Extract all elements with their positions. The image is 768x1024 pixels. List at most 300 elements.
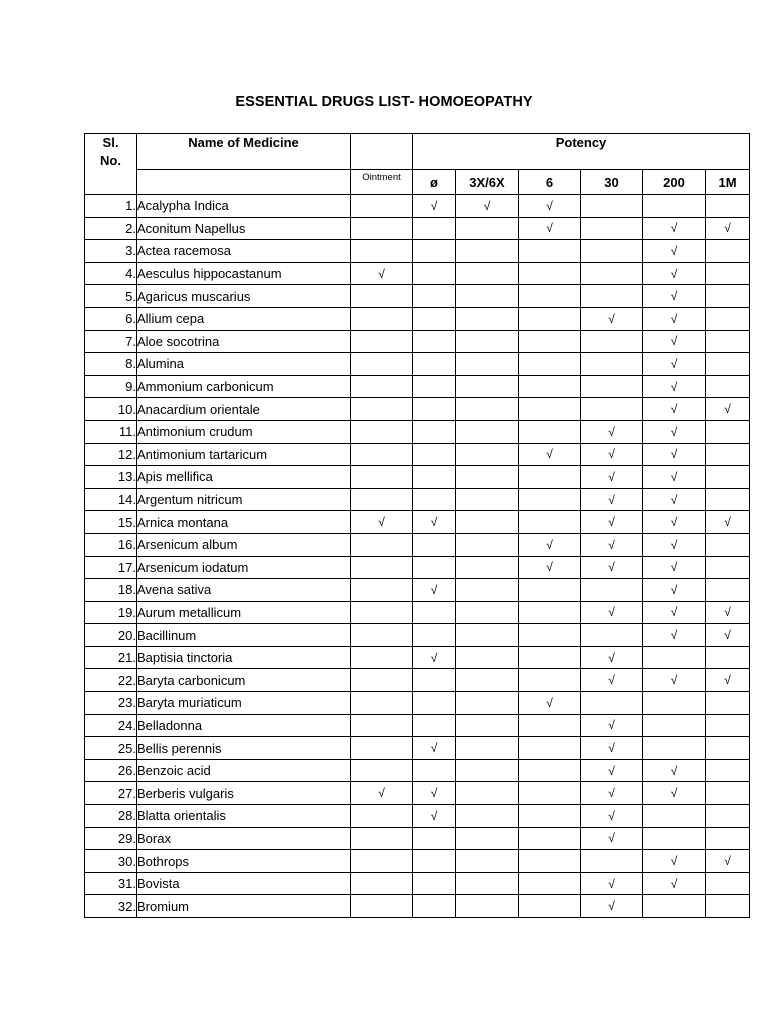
check-cell-30	[581, 285, 643, 308]
medicine-name: Avena sativa	[137, 579, 351, 602]
check-cell-ointment	[351, 624, 413, 647]
check-cell-mother-tincture: √	[413, 737, 456, 760]
check-cell-1m: √	[706, 601, 750, 624]
check-cell-1m	[706, 307, 750, 330]
serial-number: 24.	[85, 714, 137, 737]
check-cell-ointment	[351, 285, 413, 308]
check-cell-3x6x	[456, 669, 519, 692]
check-cell-30: √	[581, 759, 643, 782]
check-cell-30: √	[581, 420, 643, 443]
check-cell-30: √	[581, 714, 643, 737]
check-cell-mother-tincture	[413, 466, 456, 489]
ointment-header: Ointment	[351, 170, 413, 195]
check-cell-6	[519, 240, 581, 263]
check-cell-mother-tincture	[413, 262, 456, 285]
table-row	[85, 217, 750, 240]
check-cell-200: √	[643, 443, 706, 466]
check-cell-6: √	[519, 556, 581, 579]
check-cell-ointment	[351, 240, 413, 263]
check-cell-ointment	[351, 466, 413, 489]
check-cell-200: √	[643, 782, 706, 805]
check-cell-1m: √	[706, 398, 750, 421]
serial-number: 9.	[85, 375, 137, 398]
check-cell-200: √	[643, 850, 706, 873]
check-cell-ointment	[351, 714, 413, 737]
check-cell-ointment	[351, 692, 413, 715]
check-cell-3x6x	[456, 217, 519, 240]
check-cell-ointment	[351, 353, 413, 376]
check-cell-ointment	[351, 398, 413, 421]
check-cell-1m	[706, 895, 750, 918]
check-cell-30: √	[581, 646, 643, 669]
medicine-name: Benzoic acid	[137, 759, 351, 782]
check-cell-mother-tincture	[413, 375, 456, 398]
check-cell-3x6x	[456, 624, 519, 647]
check-cell-3x6x	[456, 872, 519, 895]
check-cell-ointment	[351, 850, 413, 873]
check-cell-3x6x	[456, 488, 519, 511]
table-row	[85, 692, 750, 715]
check-cell-30	[581, 375, 643, 398]
check-cell-3x6x	[456, 511, 519, 534]
potency-1m-header: 1M	[706, 170, 750, 195]
check-cell-mother-tincture: √	[413, 579, 456, 602]
table-row	[85, 420, 750, 443]
check-cell-6	[519, 488, 581, 511]
check-cell-30	[581, 240, 643, 263]
medicine-name: Ammonium carbonicum	[137, 375, 351, 398]
check-cell-mother-tincture	[413, 398, 456, 421]
check-cell-30	[581, 579, 643, 602]
check-cell-6	[519, 805, 581, 828]
check-cell-6	[519, 669, 581, 692]
check-cell-6	[519, 398, 581, 421]
check-cell-200	[643, 692, 706, 715]
check-cell-30: √	[581, 872, 643, 895]
check-cell-ointment	[351, 872, 413, 895]
check-cell-6	[519, 737, 581, 760]
medicine-name: Baryta carbonicum	[137, 669, 351, 692]
check-cell-30: √	[581, 466, 643, 489]
check-cell-1m	[706, 443, 750, 466]
check-cell-mother-tincture	[413, 285, 456, 308]
check-cell-200: √	[643, 353, 706, 376]
check-cell-3x6x	[456, 443, 519, 466]
check-cell-1m	[706, 759, 750, 782]
medicine-name: Allium cepa	[137, 307, 351, 330]
table-row	[85, 850, 750, 873]
check-cell-1m	[706, 646, 750, 669]
check-cell-200	[643, 895, 706, 918]
check-cell-1m	[706, 692, 750, 715]
medicine-name: Aurum metallicum	[137, 601, 351, 624]
sl-no-header-line1: Sl.	[102, 135, 119, 150]
check-cell-200: √	[643, 420, 706, 443]
check-cell-3x6x	[456, 330, 519, 353]
serial-number: 31.	[85, 872, 137, 895]
check-cell-3x6x	[456, 646, 519, 669]
check-cell-30: √	[581, 443, 643, 466]
table-row	[85, 624, 750, 647]
medicine-name: Bovista	[137, 872, 351, 895]
serial-number: 20.	[85, 624, 137, 647]
check-cell-ointment: √	[351, 782, 413, 805]
medicine-name: Antimonium tartaricum	[137, 443, 351, 466]
medicine-name: Actea racemosa	[137, 240, 351, 263]
check-cell-ointment	[351, 330, 413, 353]
check-cell-200: √	[643, 307, 706, 330]
check-cell-ointment: √	[351, 511, 413, 534]
check-cell-3x6x	[456, 782, 519, 805]
check-cell-mother-tincture	[413, 850, 456, 873]
check-cell-mother-tincture	[413, 330, 456, 353]
check-cell-mother-tincture: √	[413, 782, 456, 805]
check-cell-1m	[706, 805, 750, 828]
check-cell-ointment	[351, 669, 413, 692]
table-row	[85, 646, 750, 669]
table-row	[85, 262, 750, 285]
check-cell-1m: √	[706, 624, 750, 647]
check-cell-6	[519, 285, 581, 308]
serial-number: 11.	[85, 420, 137, 443]
check-cell-mother-tincture	[413, 624, 456, 647]
check-cell-ointment	[351, 195, 413, 218]
medicine-name: Aloe socotrina	[137, 330, 351, 353]
check-cell-3x6x	[456, 895, 519, 918]
serial-number: 1.	[85, 195, 137, 218]
medicine-name: Acalypha Indica	[137, 195, 351, 218]
check-cell-30: √	[581, 533, 643, 556]
table-row	[85, 556, 750, 579]
serial-number: 27.	[85, 782, 137, 805]
check-cell-1m	[706, 375, 750, 398]
serial-number: 5.	[85, 285, 137, 308]
check-cell-6	[519, 420, 581, 443]
check-cell-6	[519, 511, 581, 534]
check-cell-200: √	[643, 240, 706, 263]
check-cell-6	[519, 307, 581, 330]
check-cell-ointment	[351, 737, 413, 760]
check-cell-3x6x	[456, 827, 519, 850]
medicine-name: Blatta orientalis	[137, 805, 351, 828]
medicine-name: Bacillinum	[137, 624, 351, 647]
check-cell-ointment	[351, 217, 413, 240]
check-cell-30: √	[581, 601, 643, 624]
check-cell-200: √	[643, 488, 706, 511]
medicine-name: Apis mellifica	[137, 466, 351, 489]
check-cell-mother-tincture	[413, 307, 456, 330]
check-cell-mother-tincture	[413, 420, 456, 443]
check-cell-1m	[706, 872, 750, 895]
check-cell-3x6x	[456, 353, 519, 376]
serial-number: 30.	[85, 850, 137, 873]
check-cell-1m: √	[706, 669, 750, 692]
check-cell-200: √	[643, 262, 706, 285]
check-cell-1m	[706, 827, 750, 850]
potency-header: Potency	[413, 134, 750, 170]
check-cell-3x6x	[456, 533, 519, 556]
check-cell-200: √	[643, 872, 706, 895]
check-cell-ointment	[351, 307, 413, 330]
check-cell-3x6x	[456, 420, 519, 443]
check-cell-6	[519, 353, 581, 376]
table-row	[85, 307, 750, 330]
check-cell-6	[519, 895, 581, 918]
check-cell-30: √	[581, 782, 643, 805]
check-cell-200: √	[643, 601, 706, 624]
check-cell-1m	[706, 714, 750, 737]
check-cell-6	[519, 375, 581, 398]
check-cell-6	[519, 827, 581, 850]
table-row	[85, 579, 750, 602]
check-cell-mother-tincture	[413, 827, 456, 850]
medicine-name: Argentum nitricum	[137, 488, 351, 511]
table-row	[85, 895, 750, 918]
table-row	[85, 737, 750, 760]
check-cell-30	[581, 262, 643, 285]
check-cell-30	[581, 692, 643, 715]
check-cell-mother-tincture: √	[413, 511, 456, 534]
table-row	[85, 511, 750, 534]
serial-number: 32.	[85, 895, 137, 918]
check-cell-30: √	[581, 669, 643, 692]
table-row	[85, 872, 750, 895]
check-cell-3x6x	[456, 759, 519, 782]
check-cell-1m	[706, 579, 750, 602]
serial-number: 15.	[85, 511, 137, 534]
check-cell-1m	[706, 285, 750, 308]
check-cell-30: √	[581, 556, 643, 579]
check-cell-6	[519, 579, 581, 602]
check-cell-200: √	[643, 511, 706, 534]
medicine-name: Borax	[137, 827, 351, 850]
check-cell-mother-tincture: √	[413, 195, 456, 218]
check-cell-200: √	[643, 556, 706, 579]
check-cell-ointment	[351, 420, 413, 443]
check-cell-mother-tincture	[413, 533, 456, 556]
serial-number: 13.	[85, 466, 137, 489]
check-cell-3x6x	[456, 737, 519, 760]
ointment-header-blank	[351, 134, 413, 170]
check-cell-6: √	[519, 533, 581, 556]
check-cell-6	[519, 782, 581, 805]
check-cell-30	[581, 217, 643, 240]
header-row-sub	[85, 170, 750, 195]
check-cell-200: √	[643, 624, 706, 647]
check-cell-3x6x	[456, 285, 519, 308]
serial-number: 6.	[85, 307, 137, 330]
check-cell-ointment	[351, 488, 413, 511]
check-cell-ointment	[351, 601, 413, 624]
check-cell-ointment	[351, 579, 413, 602]
medicine-name: Baryta muriaticum	[137, 692, 351, 715]
check-cell-1m: √	[706, 217, 750, 240]
serial-number: 16.	[85, 533, 137, 556]
check-cell-3x6x	[456, 398, 519, 421]
table-row	[85, 601, 750, 624]
check-cell-1m	[706, 466, 750, 489]
serial-number: 21.	[85, 646, 137, 669]
potency-200-header: 200	[643, 170, 706, 195]
check-cell-ointment	[351, 533, 413, 556]
serial-number: 10.	[85, 398, 137, 421]
name-subheader-blank	[137, 170, 351, 195]
check-cell-30	[581, 398, 643, 421]
medicine-name: Bellis perennis	[137, 737, 351, 760]
check-cell-30: √	[581, 511, 643, 534]
potency-30-header: 30	[581, 170, 643, 195]
check-cell-200: √	[643, 533, 706, 556]
check-cell-3x6x: √	[456, 195, 519, 218]
check-cell-6	[519, 714, 581, 737]
check-cell-1m	[706, 420, 750, 443]
check-cell-mother-tincture	[413, 353, 456, 376]
check-cell-mother-tincture	[413, 714, 456, 737]
table-row	[85, 782, 750, 805]
check-cell-200	[643, 827, 706, 850]
check-cell-3x6x	[456, 240, 519, 263]
table-row	[85, 488, 750, 511]
check-cell-ointment: √	[351, 262, 413, 285]
check-cell-30: √	[581, 737, 643, 760]
check-cell-200	[643, 646, 706, 669]
medicine-name: Arsenicum album	[137, 533, 351, 556]
check-cell-6	[519, 262, 581, 285]
check-cell-200: √	[643, 579, 706, 602]
serial-number: 18.	[85, 579, 137, 602]
check-cell-mother-tincture	[413, 895, 456, 918]
potency-mother-tincture-header: ø	[413, 170, 456, 195]
medicine-name: Baptisia tinctoria	[137, 646, 351, 669]
serial-number: 23.	[85, 692, 137, 715]
table-row	[85, 330, 750, 353]
check-cell-mother-tincture	[413, 240, 456, 263]
check-cell-3x6x	[456, 466, 519, 489]
check-cell-3x6x	[456, 805, 519, 828]
serial-number: 2.	[85, 217, 137, 240]
check-cell-6: √	[519, 443, 581, 466]
check-cell-6	[519, 330, 581, 353]
check-cell-ointment	[351, 827, 413, 850]
check-cell-1m: √	[706, 511, 750, 534]
check-cell-200: √	[643, 466, 706, 489]
check-cell-30: √	[581, 827, 643, 850]
check-cell-mother-tincture	[413, 217, 456, 240]
sl-no-header	[85, 134, 137, 195]
check-cell-30	[581, 850, 643, 873]
serial-number: 25.	[85, 737, 137, 760]
check-cell-1m	[706, 782, 750, 805]
check-cell-200: √	[643, 217, 706, 240]
page-title: ESSENTIAL DRUGS LIST- HOMOEOPATHY	[235, 94, 533, 110]
potency-6-header: 6	[519, 170, 581, 195]
check-cell-mother-tincture: √	[413, 646, 456, 669]
medicine-name: Bothrops	[137, 850, 351, 873]
serial-number: 26.	[85, 759, 137, 782]
table-row	[85, 759, 750, 782]
medicine-name-header: Name of Medicine	[137, 134, 351, 170]
check-cell-6: √	[519, 692, 581, 715]
medicine-name: Agaricus muscarius	[137, 285, 351, 308]
check-cell-3x6x	[456, 692, 519, 715]
check-cell-6: √	[519, 217, 581, 240]
table-row	[85, 375, 750, 398]
serial-number: 3.	[85, 240, 137, 263]
check-cell-1m	[706, 488, 750, 511]
drugs-table	[84, 133, 750, 918]
check-cell-1m	[706, 330, 750, 353]
check-cell-ointment	[351, 556, 413, 579]
check-cell-30	[581, 353, 643, 376]
medicine-name: Arnica montana	[137, 511, 351, 534]
check-cell-30	[581, 330, 643, 353]
check-cell-1m	[706, 556, 750, 579]
check-cell-30	[581, 195, 643, 218]
check-cell-ointment	[351, 895, 413, 918]
check-cell-mother-tincture	[413, 488, 456, 511]
check-cell-ointment	[351, 759, 413, 782]
check-cell-30: √	[581, 488, 643, 511]
check-cell-30: √	[581, 895, 643, 918]
table-row	[85, 827, 750, 850]
check-cell-200	[643, 714, 706, 737]
check-cell-200	[643, 737, 706, 760]
check-cell-3x6x	[456, 262, 519, 285]
check-cell-1m	[706, 240, 750, 263]
serial-number: 28.	[85, 805, 137, 828]
table-row	[85, 805, 750, 828]
check-cell-3x6x	[456, 307, 519, 330]
check-cell-1m	[706, 262, 750, 285]
check-cell-mother-tincture	[413, 669, 456, 692]
check-cell-3x6x	[456, 714, 519, 737]
check-cell-3x6x	[456, 850, 519, 873]
check-cell-6	[519, 624, 581, 647]
check-cell-6	[519, 646, 581, 669]
check-cell-200: √	[643, 759, 706, 782]
check-cell-mother-tincture	[413, 601, 456, 624]
check-cell-200: √	[643, 375, 706, 398]
check-cell-ointment	[351, 805, 413, 828]
check-cell-mother-tincture	[413, 759, 456, 782]
check-cell-3x6x	[456, 556, 519, 579]
check-cell-ointment	[351, 443, 413, 466]
check-cell-200: √	[643, 285, 706, 308]
check-cell-30	[581, 624, 643, 647]
table-row	[85, 195, 750, 218]
serial-number: 7.	[85, 330, 137, 353]
check-cell-1m	[706, 533, 750, 556]
serial-number: 12.	[85, 443, 137, 466]
check-cell-200	[643, 805, 706, 828]
table-row	[85, 669, 750, 692]
medicine-name: Aconitum Napellus	[137, 217, 351, 240]
medicine-name: Aesculus hippocastanum	[137, 262, 351, 285]
check-cell-6	[519, 850, 581, 873]
check-cell-ointment	[351, 375, 413, 398]
serial-number: 22.	[85, 669, 137, 692]
check-cell-ointment	[351, 646, 413, 669]
serial-number: 29.	[85, 827, 137, 850]
check-cell-6: √	[519, 195, 581, 218]
check-cell-1m	[706, 737, 750, 760]
check-cell-200: √	[643, 669, 706, 692]
table-row	[85, 285, 750, 308]
check-cell-6	[519, 601, 581, 624]
sl-no-header-line2: No.	[100, 153, 121, 168]
table-row	[85, 714, 750, 737]
check-cell-mother-tincture	[413, 692, 456, 715]
